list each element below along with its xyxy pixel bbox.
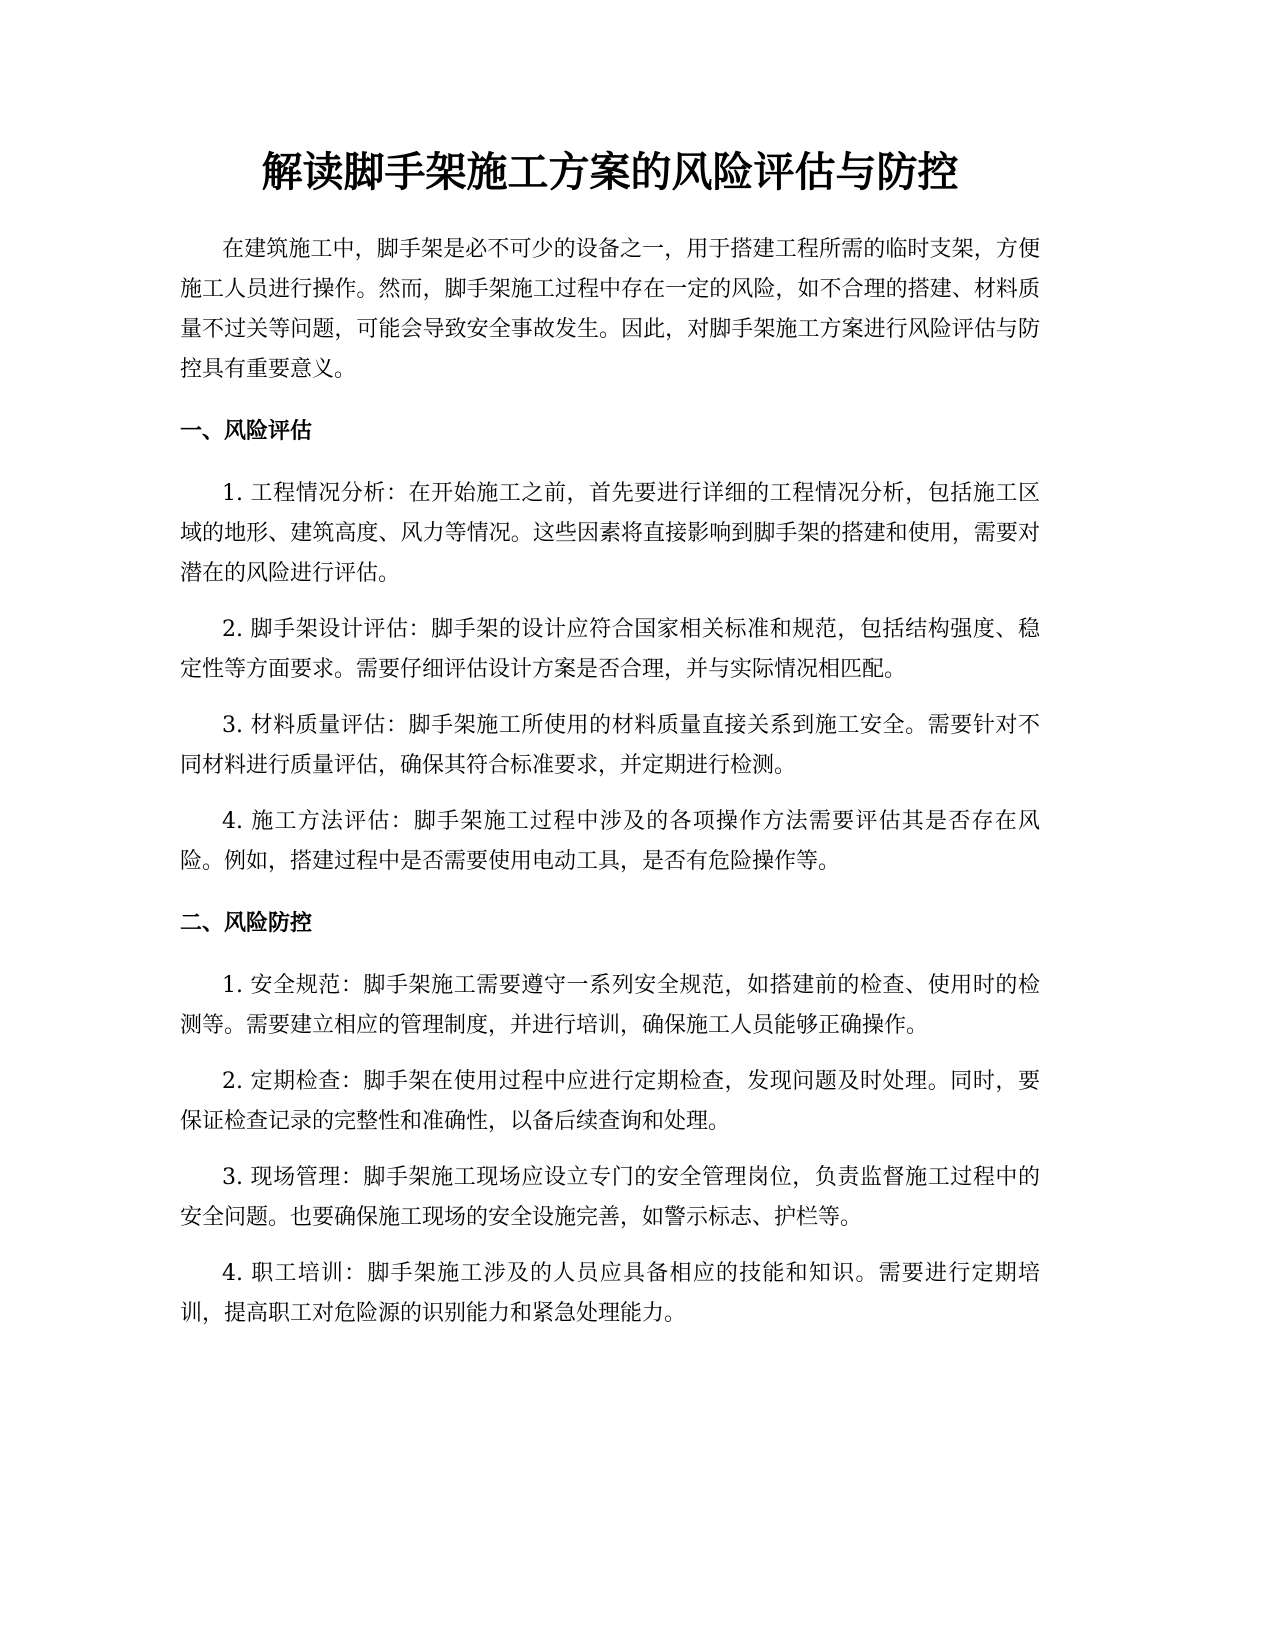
section-heading-risk-control: 二、风险防控 (180, 911, 313, 936)
list-item: 3. 材料质量评估：脚手架施工所使用的材料质量直接关系到施工安全。需要针对不同材料进行质量评估，确保其符合标准要求，并定期进行检测。 (180, 713, 1040, 778)
list-item: 1. 安全规范：脚手架施工需要遵守一系列安全规范，如搭建前的检查、使用时的检测等。需要建立相应的管理制度，并进行培训，确保施工人员能够正确操作。 (180, 973, 1040, 1038)
list-item: 1. 工程情况分析：在开始施工之前，首先要进行详细的工程情况分析，包括施工区域的地形、建筑高度、风力等情况。这些因素将直接影响到脚手架的搭建和使用，需要对潜在的风险进行评估。 (180, 481, 1040, 586)
intro-paragraph: 在建筑施工中，脚手架是必不可少的设备之一，用于搭建工程所需的临时支架，方便施工人员进行操作。然而，脚手架施工过程中存在一定的风险，如不合理的搭建、材料质量不过关等问题，可能会导致安全事故发生。因此，对脚手架施工方案进行风险评估与防控具有重要意义。 (180, 237, 1040, 382)
section-heading-risk-assessment: 一、风险评估 (180, 419, 313, 444)
list-item: 4. 职工培训：脚手架施工涉及的人员应具备相应的技能和知识。需要进行定期培训，提高职工对危险源的识别能力和紧急处理能力。 (180, 1261, 1040, 1326)
list-item: 4. 施工方法评估：脚手架施工过程中涉及的各项操作方法需要评估其是否存在风险。例如，搭建过程中是否需要使用电动工具，是否有危险操作等。 (180, 809, 1040, 874)
list-item: 2. 脚手架设计评估：脚手架的设计应符合国家相关标准和规范，包括结构强度、稳定性等方面要求。需要仔细评估设计方案是否合理，并与实际情况相匹配。 (180, 617, 1040, 682)
list-item: 3. 现场管理：脚手架施工现场应设立专门的安全管理岗位，负责监督施工过程中的安全问题。也要确保施工现场的安全设施完善，如警示标志、护栏等。 (180, 1165, 1040, 1230)
document-title: 解读脚手架施工方案的风险评估与防控 (261, 148, 959, 196)
document-body (180, 230, 1040, 1350)
document-page (180, 0, 1040, 1650)
list-item: 2. 定期检查：脚手架在使用过程中应进行定期检查，发现问题及时处理。同时，要保证检查记录的完整性和准确性，以备后续查询和处理。 (180, 1069, 1040, 1134)
